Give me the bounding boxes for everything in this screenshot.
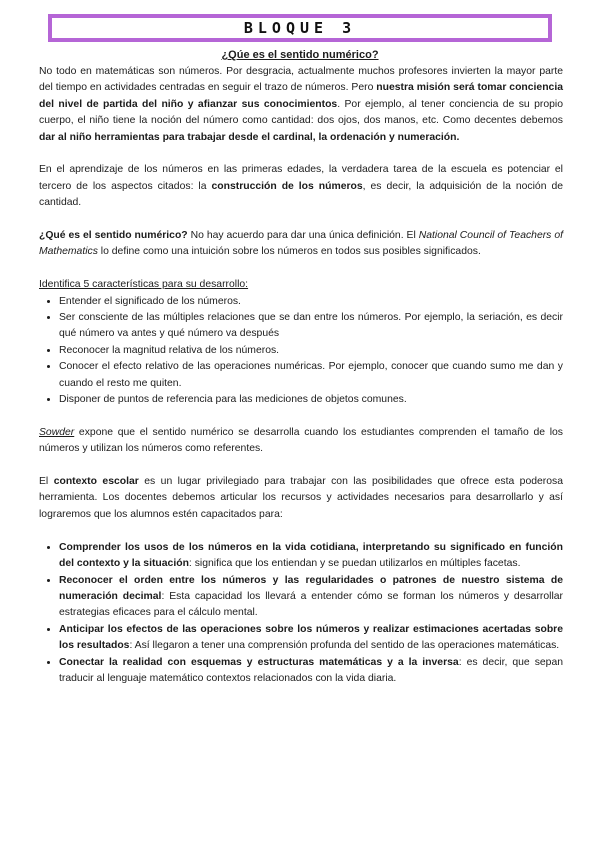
- italic-text: National Council of Teachers of Mathematics: [39, 230, 563, 258]
- capabilities-list: [39, 540, 563, 688]
- bold-text: Comprender los usos de los números en la vida cotidiana, interpretando su significado en función del contexto y la situación: [59, 541, 563, 570]
- text: : Esta capacidad los llevará a entender cómo se forman los números y desarrollar estrategias eficaces para el cálculo mental.: [59, 590, 563, 619]
- bold-text: dar al niño herramientas para trabajar desde el cardinal, la ordenación y numeración.: [39, 131, 460, 143]
- characteristics-list: [39, 294, 563, 409]
- text: es un lugar privilegiado para trabajar con las posibilidades que ofrece esta poderosa herramienta. Los docentes debemos articular los recursos y actividades necesarios para desarrollarlo y así lograremos que los alumnos estén capacitados para:: [39, 476, 564, 520]
- bold-text: Reconocer el orden entre los números y las regularidades o patrones de nuestro sistema de numeración decimal: [59, 574, 563, 602]
- bold-text: construcción de los números: [211, 180, 363, 192]
- paragraph-intro: [39, 64, 563, 146]
- bold-text: Conectar la realidad con esquemas y estructuras matemáticas y a la inversa: [59, 656, 459, 668]
- title-box: [48, 14, 552, 42]
- paragraph-sowder: [39, 425, 563, 458]
- paragraph-learning: [39, 162, 563, 211]
- list-item: • Disponer de puntos de referencia para las mediciones de objetos comunes.: [59, 392, 563, 408]
- list-item: [59, 573, 563, 622]
- list-item: • Conocer el efecto relativo de las operaciones numéricas. Por ejemplo, conocer que cuando sumo me dan y cuando el resto me quiten.: [59, 359, 563, 392]
- list-item: [59, 655, 563, 688]
- text: . Por ejemplo, al tener conciencia de su propio cuerpo, el niño tiene la noción del número como cantidad: dos ojos, dos manos, etc. Como decentes debemos: [39, 98, 563, 127]
- text: : Así llegaron a tener una comprensión profunda del sentido de las operaciones matemáticas.: [129, 640, 560, 652]
- list-item: • Ser consciente de las múltiples relaciones que se dan entre los números. Por ejemplo, la seriación, es decir qué número va antes y qué número va después: [59, 310, 563, 343]
- document-body: [39, 64, 563, 687]
- paragraph-definition: [39, 228, 563, 261]
- text: : significa que los entiendan y se puedan utilizarlos en múltiples facetas.: [188, 558, 521, 570]
- text: No todo en matemáticas son números. Por desgracia, actualmente muchos profesores invierten la mayor parte del tiempo en actividades centradas en seguir el trazo de números. Pero: [39, 66, 563, 94]
- bold-text: nuestra misión será tomar conciencia del nivel de partida del niño y afianzar sus conocimientos: [39, 82, 564, 110]
- text: lo define como una intuición sobre los números en todos sus posibles significados.: [97, 246, 481, 258]
- paragraph-context: [39, 474, 563, 523]
- text: El: [39, 476, 54, 488]
- text: En el aprendizaje de los números en las primeras edades, la verdadera tarea de la escuela es potenciar el tercero de los aspectos citados: la: [39, 164, 563, 192]
- list-item: • Reconocer la magnitud relativa de los números.: [59, 343, 563, 359]
- author-name: Sowder: [39, 426, 75, 438]
- text: : es decir, que sepan traducir al lenguaje matemático contextos relacionados con la vida diaria.: [59, 656, 564, 684]
- section-subtitle: ¿Qúe es el sentido numérico?: [221, 49, 379, 61]
- bold-text: contexto escolar: [53, 476, 139, 488]
- bold-text: Anticipar los efectos de las operaciones sobre los números y realizar estimaciones acertadas sobre los resultados: [59, 623, 563, 652]
- text: expone que el sentido numérico se desarrolla cuando los estudiantes comprenden el tamaño de los números y utilizan los números como referentes.: [39, 426, 563, 455]
- page-title: BLOQUE 3: [243, 19, 357, 37]
- list-item: [59, 540, 563, 573]
- list-heading: Identifica 5 características para su desarrollo:: [39, 279, 249, 291]
- list-item: [59, 622, 563, 655]
- list-item: • Entender el significado de los números.: [59, 294, 563, 310]
- text: , es decir, la adquisición de la noción de cantidad.: [39, 180, 563, 209]
- bold-text: ¿Qué es el sentido numérico?: [39, 230, 188, 242]
- text: No hay acuerdo para dar una única definición. El: [187, 230, 419, 242]
